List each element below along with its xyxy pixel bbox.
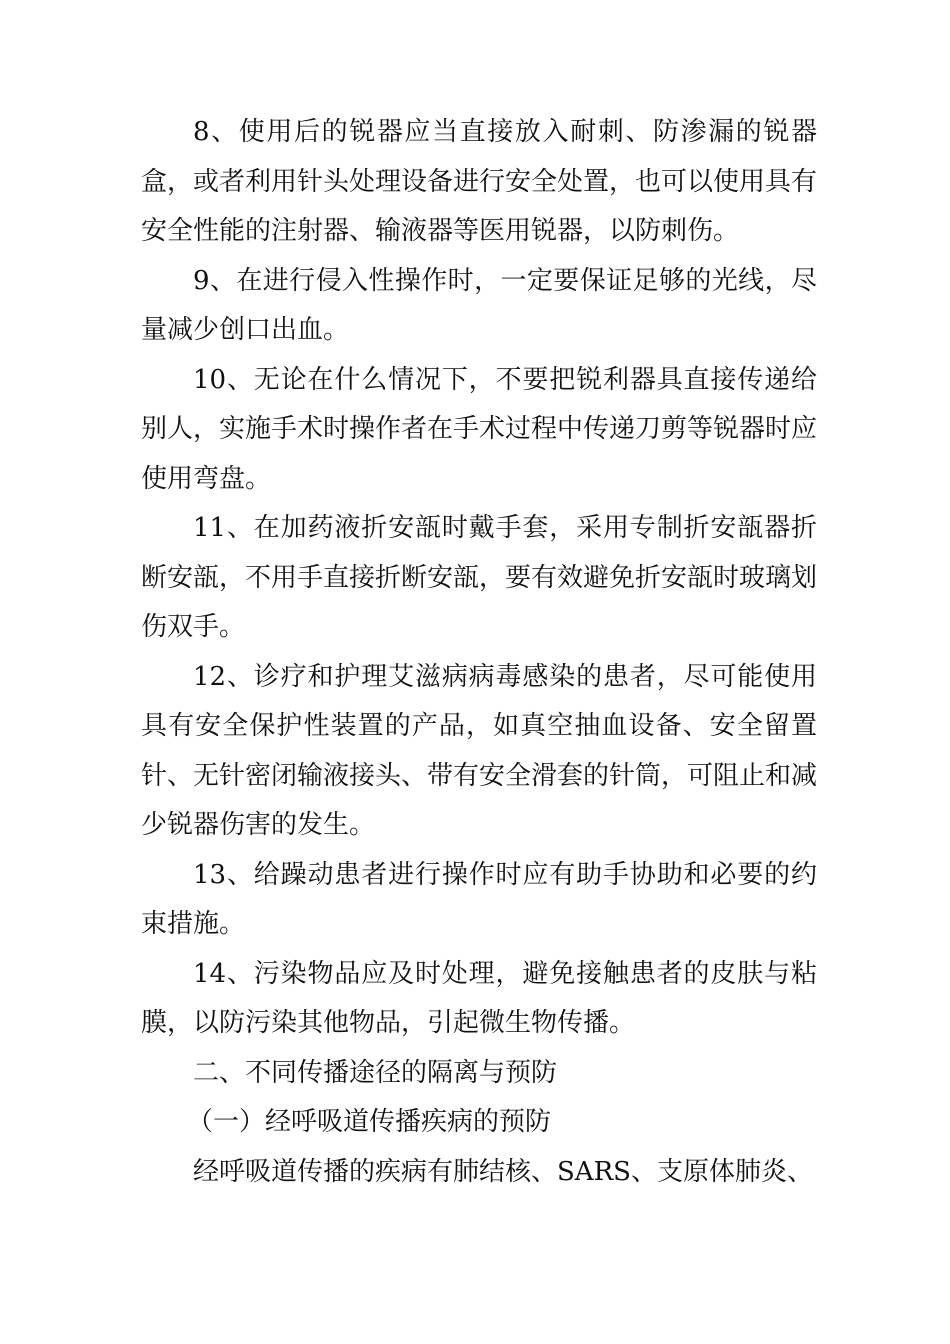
paragraph-item-13: 13、给躁动患者进行操作时应有助手协助和必要的约束措施。 [141,859,817,939]
paragraph-item-10: 10、无论在什么情况下，不要把锐利器具直接传递给别人，实施手术时操作者在手术过程中传递刀剪等锐器时应使用弯盘。 [141,364,818,494]
paragraph-item-12: 12、诊疗和护理艾滋病病毒感染的患者，尽可能使用具有安全保护性装置的产品，如真空抽血设备、安全留置针、无针密闭输液接头、带有安全滑套的针筒，可阻止和减少锐器伤害的发生。 [141,661,818,840]
document-page [141,108,817,1197]
paragraph-item-14: 14、污染物品应及时处理，避免接触患者的皮肤与粘膜，以防污染其他物品，引起微生物传播。 [141,958,817,1038]
section-heading: 二、不同传播途径的隔离与预防 [193,1057,558,1088]
subsection-heading: （一）经呼吸道传播疾病的预防 [187,1107,552,1137]
paragraph-item-8: 8、使用后的锐器应当直接放入耐刺、防渗漏的锐器盒，或者利用针头处理设备进行安全处置，也可以使用具有安全性能的注射器、输液器等医用锐器，以防刺伤。 [141,117,818,246]
paragraph-item-11: 11、在加药液折安瓿时戴手套，采用专制折安瓿器折断安瓿，不用手直接折断安瓿，要有效避免折安瓿时玻璃划伤双手。 [141,513,818,642]
closing-paragraph: 经呼吸道传播的疾病有肺结核、SARS、支原体肺炎、 [193,1156,813,1187]
paragraph-item-9: 9、在进行侵入性操作时，一定要保证足够的光线，尽量减少创口出血。 [141,265,817,345]
